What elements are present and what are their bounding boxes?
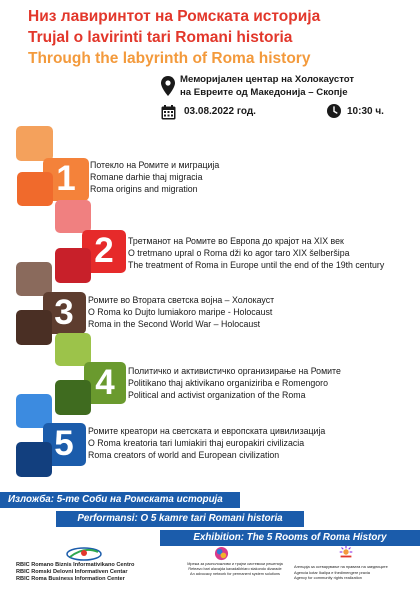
room1-rom: Romane darhie thaj migracia (90, 172, 203, 182)
venue (180, 73, 354, 99)
room5-en: Roma creators of world and European civilization (88, 450, 280, 460)
rbic-line-1: RBIC Romano Biznis Informativikano Centro (16, 562, 135, 568)
room5-number: 5 (54, 424, 74, 463)
room2-text (128, 235, 384, 271)
room1-en: Roma origins and migration (90, 184, 198, 194)
rbic-text (16, 562, 134, 583)
calendar-icon (161, 105, 176, 120)
room4-en: Political and activist organization of the Roma (128, 390, 306, 400)
room5-square-bottom (16, 442, 52, 477)
room1-square-top (16, 126, 53, 161)
network-line-2: Reteavo bari alavajda kavadalkhiaro stakondo dizarade (188, 567, 282, 571)
rbic-logo (64, 544, 104, 562)
room1-square-bottom (17, 172, 53, 206)
exhibition-band-en: Exhibition: The 5 Rooms of Roma History (160, 530, 420, 546)
title-english: Through the labyrinth of Roma history (28, 50, 311, 67)
event-time: 10:30 ч. (347, 106, 384, 117)
room4-mk: Политичко и активистичко организирање на Ромите (128, 366, 341, 376)
map-pin-icon (161, 76, 175, 96)
network-logo (214, 546, 229, 561)
room2-number: 2 (94, 231, 114, 270)
clock-icon (327, 104, 341, 118)
room2-mk: Третманот на Ромите во Европа до крајот на XIX век (128, 236, 344, 246)
title-romani: Trujal o lavirinti tari Romani historia (28, 29, 293, 46)
venue-line-2: на Евреите од Македонија – Скопје (180, 87, 348, 98)
network-line-1: Мрежа за расположливи и трајни системски решенија (187, 562, 283, 566)
room3-mk: Ромите во Втората светска војна – Холокауст (88, 295, 275, 305)
exhibition-band-rom: Performansi: O 5 kamre tari Romani historia (56, 511, 304, 527)
agency-logo (337, 545, 355, 559)
room5-text (88, 425, 325, 461)
venue-line-1: Меморијален центар на Холокаустот (180, 74, 355, 85)
agency-line-1: Агенција за остварување на правата на заедниците (294, 564, 388, 569)
room1-number: 1 (56, 159, 76, 198)
room3-en: Roma in the Second World War – Holocaust (88, 319, 261, 329)
room3-rom: O Roma ko Dujto lumiakoro maripe - Holocaust (88, 307, 273, 317)
network-line-3: An advocacy network for permanent system solutions (190, 572, 280, 576)
exhibition-band-mk: Изложба: 5-те Соби на Ромската историја (0, 492, 240, 508)
room4-number: 4 (95, 363, 115, 402)
agency-line-2: Agencia kotar Ikalipa e thedimengere pravia (294, 569, 370, 575)
agency-line-3: Agency for community rights realization (294, 575, 362, 580)
room3-square-top (16, 262, 52, 296)
network-text (180, 562, 290, 577)
rbic-line-2: RBIC Romski Delovni Informativen Centar (16, 569, 128, 575)
rbic-line-3: RBIC Roma Business Information Center (16, 576, 125, 582)
room4-square-bottom (55, 380, 91, 415)
room5-mk: Ромите креатори на светската и европската цивилизација (88, 426, 326, 436)
room3-number: 3 (54, 293, 74, 332)
room1-text (90, 159, 219, 195)
room1-mk: Потекло на Ромите и миграција (90, 160, 220, 170)
room2-en: The treatment of Roma in Europe until the end of the 19th century (128, 260, 385, 270)
room4-rom: Politikano thaj aktivikano organiziriba e Romengoro (128, 378, 328, 388)
room3-text (88, 294, 274, 330)
title-macedonian: Низ лавиринтот на Ромската историја (28, 8, 321, 25)
room4-text (128, 365, 341, 401)
event-date: 03.08.2022 год. (184, 106, 256, 117)
room2-rom: O tretmano upral o Roma dži ko agor taro XIX šelberšipa (128, 248, 350, 258)
room2-square-top (55, 200, 91, 233)
room3-square-bottom (16, 310, 52, 345)
agency-text (294, 564, 388, 581)
room5-rom: O Roma kreatoria tari lumiakiri thaj europakiri civilizacia (88, 438, 305, 448)
room2-square-bottom (55, 248, 91, 283)
room4-square-top (55, 333, 91, 366)
